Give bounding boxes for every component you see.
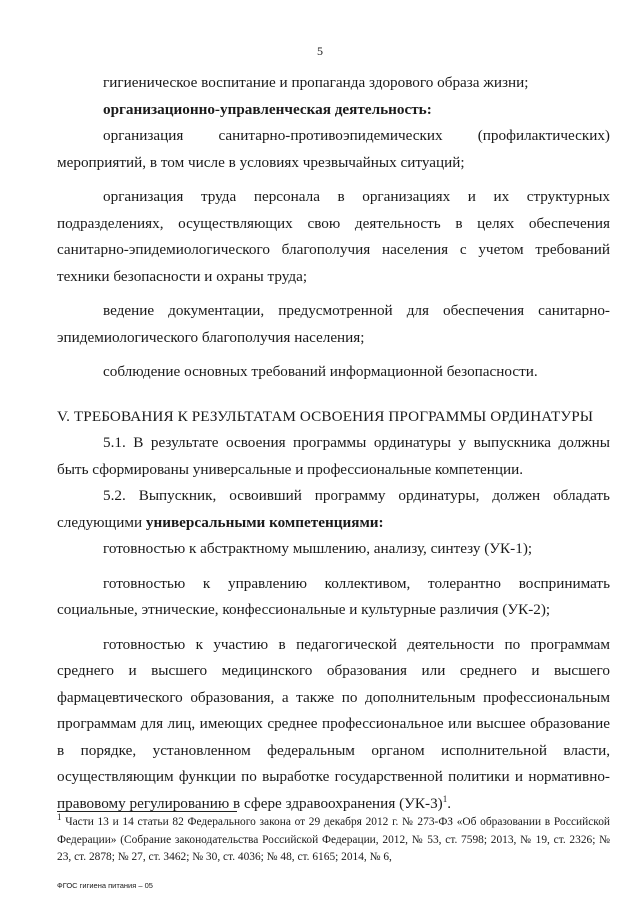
paragraph-5-2-bold: универсальными компетенциями: (145, 513, 384, 531)
paragraph-org-heading: организационно-управленческая деятельность: (103, 100, 432, 118)
footnote-ref: 1 (442, 793, 448, 804)
competency-uk1: готовностью к абстрактному мышлению, анализу, синтезу (УК-1); (103, 540, 533, 557)
footnote-text: Части 13 и 14 статьи 82 Федерального закона от 29 декабря 2012 г. № 273-ФЗ «Об образовании в Российской Федерации» (Собрание законодательства Российской Федерации, 2012, № 53, ст. 7598; 2013, № 19, ст. 2326; № 23, ст. 2878; № 27, ст. 3462; № 30, ст. 4036; № 48, ст. 6165; 2014, № 6, (57, 816, 610, 863)
footnote-mark: 1 (57, 812, 62, 823)
paragraph-5-1: 5.1. В результате освоения программы ординатуры у выпускника должны быть сформированы универсальные и профессиональные компетенции. (57, 434, 610, 478)
paragraph-org2: организация труда персонала в организациях и их структурных подразделениях, осуществляющих свою деятельность в целях обеспечения санитарно-эпидемиологического благополучия населения с учетом требований техники безопасности и охраны труда; (57, 188, 610, 285)
section-heading: V. ТРЕБОВАНИЯ К РЕЗУЛЬТАТАМ ОСВОЕНИЯ ПРОГРАММЫ ОРДИНАТУРЫ (57, 407, 594, 425)
paragraph-org1-line1: организация санитарно-противоэпидемических (профилактических) (103, 127, 610, 144)
competency-uk3: готовностью к участию в педагогической деятельности по программам среднего и высшего медицинского образования или среднего и высшего фармацевтического образования, а также по дополнительным профессиональным программам для лиц, имеющих среднее профессиональное или высшее образование в порядке, установленном федеральным органом исполнительной власти, осуществляющим функции по выработке государственной политики и нормативно-правовому регулированию в сфере здравоохранения $(УК-3)^1$. (57, 635, 610, 812)
page-footer: ФГОС гигиена питания – 05 (57, 881, 153, 890)
document-body (57, 70, 610, 817)
paragraph-docs: ведение документации, предусмотренной для обеспечения санитарно-эпидемиологического благополучия населения; (57, 302, 610, 346)
paragraph-infosec: соблюдение основных требований информационной безопасности. (103, 363, 538, 380)
footnote (57, 814, 610, 867)
footnote-divider (57, 811, 237, 812)
page-number: 5 (317, 44, 323, 58)
paragraph-5-2-lead: 5.2. Выпускник, освоивший программу ординатуры, должен обладать следующими (57, 487, 610, 531)
paragraph-org1-line2: мероприятий, в том числе в условиях чрезвычайных ситуаций; (57, 153, 465, 171)
competency-uk3-text: готовностью к участию в педагогической деятельности по программам среднего и высшего медицинского образования или среднего и высшего фармацевтического образования, а также по дополнительным профессиональным программам для лиц, имеющих среднее профессиональное или высшее образование в порядке, установленном федеральным органом исполнительной власти, осуществляющим функции по выработке государственной политики и нормативно-правовому регулированию в сфере здравоохранения (УК-3) (57, 635, 610, 812)
competency-uk2: готовностью к управлению коллективом, толерантно воспринимать социальные, этнические, конфессиональные и культурные различия (УК-2); (57, 574, 610, 618)
paragraph-5-2 (57, 483, 610, 536)
paragraph-hygiene: гигиеническое воспитание и пропаганда здорового образа жизни; (103, 74, 529, 91)
